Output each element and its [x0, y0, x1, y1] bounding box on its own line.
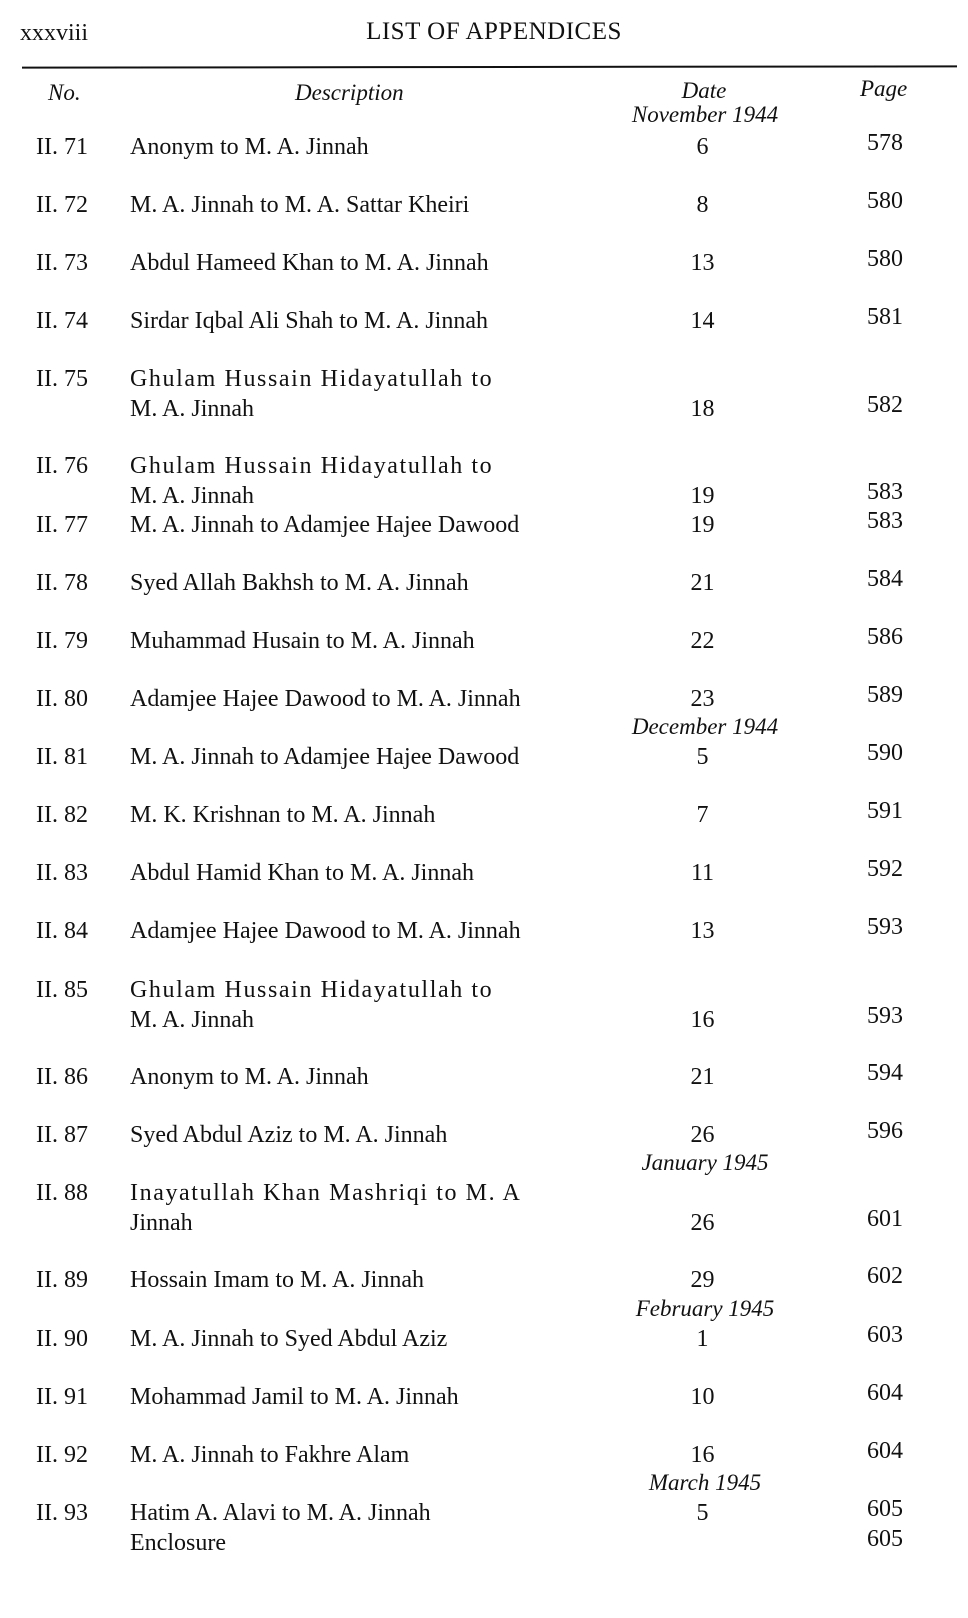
month-label: November 1944 — [631, 102, 779, 127]
appendix-page: 589 — [867, 682, 903, 708]
appendix-date: 21 — [690, 570, 715, 596]
column-header-date: Date — [681, 78, 727, 103]
appendix-date: 1 — [696, 1326, 709, 1352]
appendix-page: 605 — [867, 1496, 903, 1522]
appendix-number: II. 72 — [36, 192, 88, 218]
month-label: February 1945 — [635, 1296, 775, 1321]
appendix-description: Hossain Imam to M. A. Jinnah — [130, 1267, 424, 1293]
appendix-page: 596 — [867, 1118, 903, 1144]
month-label: March 1945 — [648, 1470, 762, 1495]
appendix-number: II. 76 — [36, 453, 88, 479]
month-label: January 1945 — [641, 1150, 769, 1175]
appendix-page: 592 — [867, 856, 903, 882]
appendix-number: II. 80 — [36, 686, 88, 712]
appendix-page: 593 — [867, 1003, 903, 1029]
appendix-date: 13 — [690, 250, 715, 276]
appendix-page: 584 — [867, 566, 903, 592]
appendix-description: Abdul Hamid Khan to M. A. Jinnah — [130, 860, 474, 886]
appendix-number: II. 86 — [36, 1064, 88, 1090]
appendix-description: Ghulam Hussain Hidayatullah to — [130, 977, 494, 1003]
appendix-date: 5 — [696, 744, 709, 770]
header-rule — [22, 65, 957, 68]
appendix-page: 590 — [867, 740, 903, 766]
appendix-number: II. 75 — [36, 366, 88, 392]
appendix-description: Enclosure — [130, 1530, 226, 1556]
appendix-date: 14 — [690, 308, 715, 334]
appendix-date: 19 — [690, 483, 715, 509]
appendix-page: 604 — [867, 1380, 903, 1406]
appendix-page: 580 — [867, 188, 903, 214]
appendix-number: II. 71 — [36, 134, 88, 160]
appendix-number: II. 85 — [36, 977, 88, 1003]
appendix-date: 29 — [690, 1267, 715, 1293]
appendix-number: II. 79 — [36, 628, 88, 654]
appendix-date: 7 — [696, 802, 709, 828]
appendix-date: 11 — [690, 860, 715, 886]
appendix-number: II. 74 — [36, 308, 88, 334]
appendix-description: Mohammad Jamil to M. A. Jinnah — [130, 1384, 459, 1410]
appendix-page: 578 — [867, 130, 903, 156]
appendix-description: Adamjee Hajee Dawood to M. A. Jinnah — [130, 918, 521, 944]
appendix-description: Inayatullah Khan Mashriqi to M. A — [130, 1180, 522, 1206]
appendix-number: II. 89 — [36, 1267, 88, 1293]
appendix-description: Abdul Hameed Khan to M. A. Jinnah — [130, 250, 489, 276]
appendix-page: 594 — [867, 1060, 903, 1086]
appendix-date: 16 — [690, 1442, 715, 1468]
appendix-description: M. A. Jinnah to M. A. Sattar Kheiri — [130, 192, 470, 218]
appendix-number: II. 84 — [36, 918, 88, 944]
appendix-date: 23 — [690, 686, 715, 712]
appendix-page: 583 — [867, 508, 903, 534]
appendix-description: M. A. Jinnah to Adamjee Hajee Dawood — [130, 744, 520, 770]
appendix-date: 6 — [696, 134, 709, 160]
appendix-description: Adamjee Hajee Dawood to M. A. Jinnah — [130, 686, 521, 712]
appendix-description: Syed Abdul Aziz to M. A. Jinnah — [130, 1122, 448, 1148]
page-title: LIST OF APPENDICES — [366, 18, 622, 45]
appendix-number: II. 77 — [36, 512, 88, 538]
appendix-description: M. A. Jinnah to Syed Abdul Aziz — [130, 1326, 448, 1352]
appendix-date: 22 — [690, 628, 715, 654]
appendix-page: 603 — [867, 1322, 903, 1348]
appendix-page: 602 — [867, 1263, 903, 1289]
appendix-description: M. A. Jinnah — [130, 1007, 255, 1033]
appendix-number: II. 78 — [36, 570, 88, 596]
appendix-number: II. 83 — [36, 860, 88, 886]
appendix-date: 13 — [690, 918, 715, 944]
appendix-page: 593 — [867, 914, 903, 940]
column-header-no: No. — [48, 80, 81, 105]
appendix-description: Anonym to M. A. Jinnah — [130, 1064, 369, 1090]
appendix-page: 582 — [867, 392, 903, 418]
column-header-page: Page — [860, 76, 908, 101]
appendix-page: 580 — [867, 246, 903, 272]
appendix-page: 581 — [867, 304, 903, 330]
appendix-description: Anonym to M. A. Jinnah — [130, 134, 369, 160]
appendix-page: 604 — [867, 1438, 903, 1464]
appendix-description: Sirdar Iqbal Ali Shah to M. A. Jinnah — [130, 308, 488, 334]
month-label: December 1944 — [631, 714, 779, 739]
appendix-date: 21 — [690, 1064, 715, 1090]
appendix-description: M. A. Jinnah — [130, 396, 255, 422]
appendix-date: 16 — [690, 1007, 715, 1033]
appendix-date: 18 — [690, 396, 715, 422]
appendix-number: II. 91 — [36, 1384, 88, 1410]
appendix-page: 583 — [867, 479, 903, 505]
appendix-description: M. A. Jinnah to Fakhre Alam — [130, 1442, 410, 1468]
appendix-description: Syed Allah Bakhsh to M. A. Jinnah — [130, 570, 469, 596]
appendix-number: II. 93 — [36, 1500, 88, 1526]
appendix-description: M. A. Jinnah to Adamjee Hajee Dawood — [130, 512, 520, 538]
appendix-number: II. 73 — [36, 250, 88, 276]
appendix-description: Hatim A. Alavi to M. A. Jinnah — [130, 1500, 431, 1526]
appendix-description: Ghulam Hussain Hidayatullah to — [130, 453, 494, 479]
appendix-date: 10 — [690, 1384, 715, 1410]
appendix-page: 591 — [867, 798, 903, 824]
enclosure-page: 605 — [867, 1526, 903, 1552]
page-folio: xxxviii — [20, 20, 89, 46]
appendix-number: II. 88 — [36, 1180, 88, 1206]
appendix-number: II. 81 — [36, 744, 88, 770]
appendix-date: 26 — [690, 1122, 715, 1148]
appendix-date: 8 — [696, 192, 709, 218]
appendix-page: 601 — [867, 1206, 903, 1232]
appendix-description: M. A. Jinnah — [130, 483, 255, 509]
appendix-number: II. 87 — [36, 1122, 88, 1148]
appendix-number: II. 90 — [36, 1326, 88, 1352]
appendix-number: II. 92 — [36, 1442, 88, 1468]
appendix-date: 19 — [690, 512, 715, 538]
appendix-description: Muhammad Husain to M. A. Jinnah — [130, 628, 475, 654]
appendix-description: M. K. Krishnan to M. A. Jinnah — [130, 802, 436, 828]
appendix-date: 5 — [696, 1500, 709, 1526]
appendix-page: 586 — [867, 624, 903, 650]
column-header-description: Description — [295, 80, 404, 105]
appendix-date: 26 — [690, 1210, 715, 1236]
appendix-description: Ghulam Hussain Hidayatullah to — [130, 366, 494, 392]
appendix-number: II. 82 — [36, 802, 88, 828]
appendix-description: Jinnah — [130, 1210, 193, 1236]
